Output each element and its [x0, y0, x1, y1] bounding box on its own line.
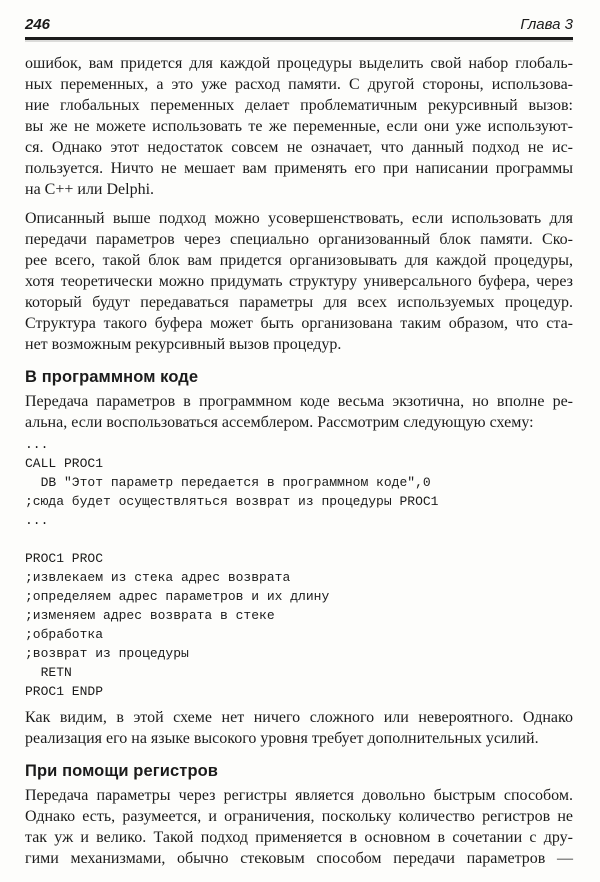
text-line: так уж и велико. Такой подход применяется в основном в сочетании с дру- [25, 829, 573, 846]
chapter-label: Глава 3 [520, 16, 573, 33]
text-line: ных переменных, а это уже расход памяти. С другой стороны, использова- [25, 76, 573, 93]
text-line: Передача параметров в программном коде весьма экзотична, но вполне ре- [25, 393, 573, 410]
text-line: пользуется. Ничто не мешает вам применять его при написании программы [25, 160, 573, 177]
code-line: ;извлекаем из стека адрес возврата [25, 570, 291, 585]
code-line: ;сюда будет осуществляться возврат из процедуры PROC1 [25, 494, 439, 509]
section-heading-registers: При помощи регистров [25, 762, 219, 780]
text-line: который будут передаваться параметры для всех используемых процедур. [25, 294, 573, 311]
code-line: DB "Этот параметр передается в программном коде",0 [25, 475, 431, 490]
text-line: Передача параметры через регистры является довольно быстрым способом. [25, 787, 573, 804]
code-line: PROC1 PROC [25, 551, 104, 566]
code-line: ... [25, 437, 49, 452]
page-header [25, 16, 573, 37]
text-line: передачи параметров через специально организованный блок памяти. Ско- [25, 231, 573, 248]
code-line: CALL PROC1 [25, 456, 104, 471]
text-line: нет возможным рекурсивный вызов процедур. [25, 336, 342, 353]
code-block [25, 435, 573, 701]
text-line: гими механизмами, обычно стековым способом передачи параметров — [25, 850, 573, 867]
text-line: хотя теоретически можно придумать структуру универсального буфера, через [25, 273, 573, 290]
section-heading-in-program-code: В программном коде [25, 368, 199, 386]
header-rule [25, 37, 573, 40]
code-line: ... [25, 513, 49, 528]
code-line: ;обработка [25, 627, 104, 642]
text-line: альна, если воспользоваться ассемблером. Рассмотрим следующую схему: [25, 414, 534, 431]
page-number: 246 [25, 16, 51, 33]
code-line: PROC1 ENDP [25, 684, 104, 699]
text-line: Как видим, в этой схеме нет ничего сложного или невероятного. Однако [25, 709, 573, 726]
code-line: ;возврат из процедуры [25, 646, 189, 661]
code-line: ;изменяем адрес возврата в стеке [25, 608, 275, 623]
paragraph [25, 391, 573, 433]
text-line: на C++ или Delphi. [25, 181, 155, 198]
text-line: реализация его на языке высокого уровня требует дополнительных усилий. [25, 730, 539, 747]
paragraph [25, 208, 573, 355]
paragraph [25, 785, 573, 869]
paragraph [25, 53, 573, 200]
paragraph [25, 707, 573, 749]
text-line: Однако есть, разумеется, и ограничения, поскольку количество регистров не [25, 808, 573, 825]
code-line: RETN [25, 665, 72, 680]
text-line: рее всего, такой блок вам придется организовывать для каждой процедуры, [25, 252, 573, 269]
code-line: ;определяем адрес параметров и их длину [25, 589, 330, 604]
text-line: вы же не можете использовать те же переменные, если они уже используют- [25, 118, 573, 135]
code-line [25, 530, 573, 549]
text-line: ние глобальных переменных делает проблематичным рекурсивный вызов: [25, 97, 573, 114]
text-line: ся. Однако этот недостаток совсем не означает, что данный подход не ис- [25, 139, 573, 156]
text-line: Структура такого буфера может быть организована таким образом, что ста- [25, 315, 573, 332]
text-line: ошибок, вам придется для каждой процедуры выделить свой набор глобаль- [25, 55, 573, 72]
text-line: Описанный выше подход можно усовершенствовать, если использовать для [25, 210, 573, 227]
